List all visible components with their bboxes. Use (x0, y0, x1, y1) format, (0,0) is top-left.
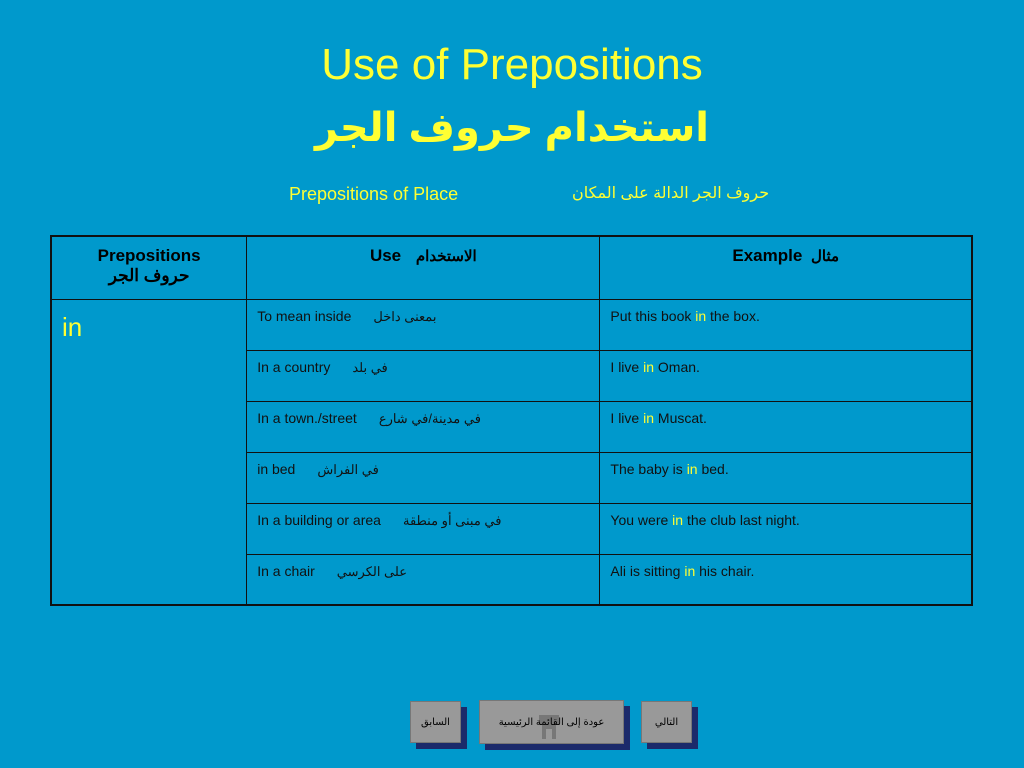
example-preposition: in (643, 358, 655, 375)
example-cell (600, 350, 972, 401)
table-header-row (51, 236, 972, 299)
example-before: The baby is (610, 460, 687, 477)
previous-button-label: السابق (421, 716, 450, 728)
example-before: Ali is sitting (610, 562, 685, 579)
header-use-label-arabic: الاستخدام (415, 248, 477, 265)
use-cell (247, 401, 600, 452)
use-text: To mean inside (257, 307, 352, 324)
use-text-arabic: في مدينة/في شارع (378, 410, 481, 426)
example-preposition: in (686, 460, 698, 477)
header-example-label-arabic: مثال (811, 248, 840, 265)
header-prepositions (51, 236, 247, 299)
example-cell (600, 299, 972, 350)
header-example-label: Example (732, 246, 803, 265)
example-preposition: in (672, 511, 684, 528)
home-button-label: عودة إلى القائمة الرئيسية (498, 716, 605, 728)
example-after: the club last night. (683, 511, 800, 528)
use-cell (247, 452, 600, 503)
section-subtitle: Prepositions of Place (289, 184, 459, 204)
use-text-arabic: في مبنى أو منطقة (402, 512, 502, 528)
table-row (51, 299, 972, 350)
example-preposition: in (684, 562, 696, 579)
example-before: Put this book (610, 307, 696, 324)
next-button[interactable] (641, 701, 692, 743)
example-after: Muscat. (654, 409, 707, 426)
use-text: in bed (257, 460, 296, 477)
next-button-label: التالي (654, 716, 679, 728)
example-cell (600, 452, 972, 503)
use-cell (247, 350, 600, 401)
previous-button[interactable] (410, 701, 461, 743)
use-text: In a chair (257, 562, 315, 579)
example-preposition: in (695, 307, 707, 324)
example-cell (600, 554, 972, 605)
header-use (247, 236, 600, 299)
example-after: the box. (706, 307, 760, 324)
use-cell (247, 299, 600, 350)
prepositions-table (50, 235, 973, 606)
preposition-cell: in (51, 299, 247, 605)
use-text-arabic: في بلد (352, 359, 388, 375)
example-preposition: in (643, 409, 655, 426)
use-cell (247, 503, 600, 554)
header-prepositions-label-arabic: حروف الجر (108, 266, 190, 285)
example-before: I live (610, 358, 644, 375)
header-use-label: Use (369, 246, 402, 265)
use-text-arabic: في الفراش (317, 461, 379, 477)
example-before: I live (610, 409, 644, 426)
slide-title-arabic: استخدام حروف الجر (314, 106, 710, 150)
use-text: In a town./street (257, 409, 357, 426)
example-after: bed. (697, 460, 729, 477)
example-after: his chair. (695, 562, 755, 579)
header-example (600, 236, 972, 299)
header-prepositions-label: Prepositions (97, 246, 201, 265)
slide-title: Use of Prepositions (321, 40, 703, 89)
home-button[interactable] (479, 700, 624, 744)
example-cell (600, 401, 972, 452)
example-cell (600, 503, 972, 554)
example-after: Oman. (654, 358, 700, 375)
use-text-arabic: بمعنى داخل (373, 308, 437, 324)
use-text-arabic: على الكرسي (336, 563, 407, 579)
use-text: In a building or area (257, 511, 381, 528)
example-before: You were (610, 511, 673, 528)
use-cell (247, 554, 600, 605)
section-subtitle-arabic: حروف الجر الدالة على المكان (572, 185, 770, 202)
use-text: In a country (257, 358, 331, 375)
